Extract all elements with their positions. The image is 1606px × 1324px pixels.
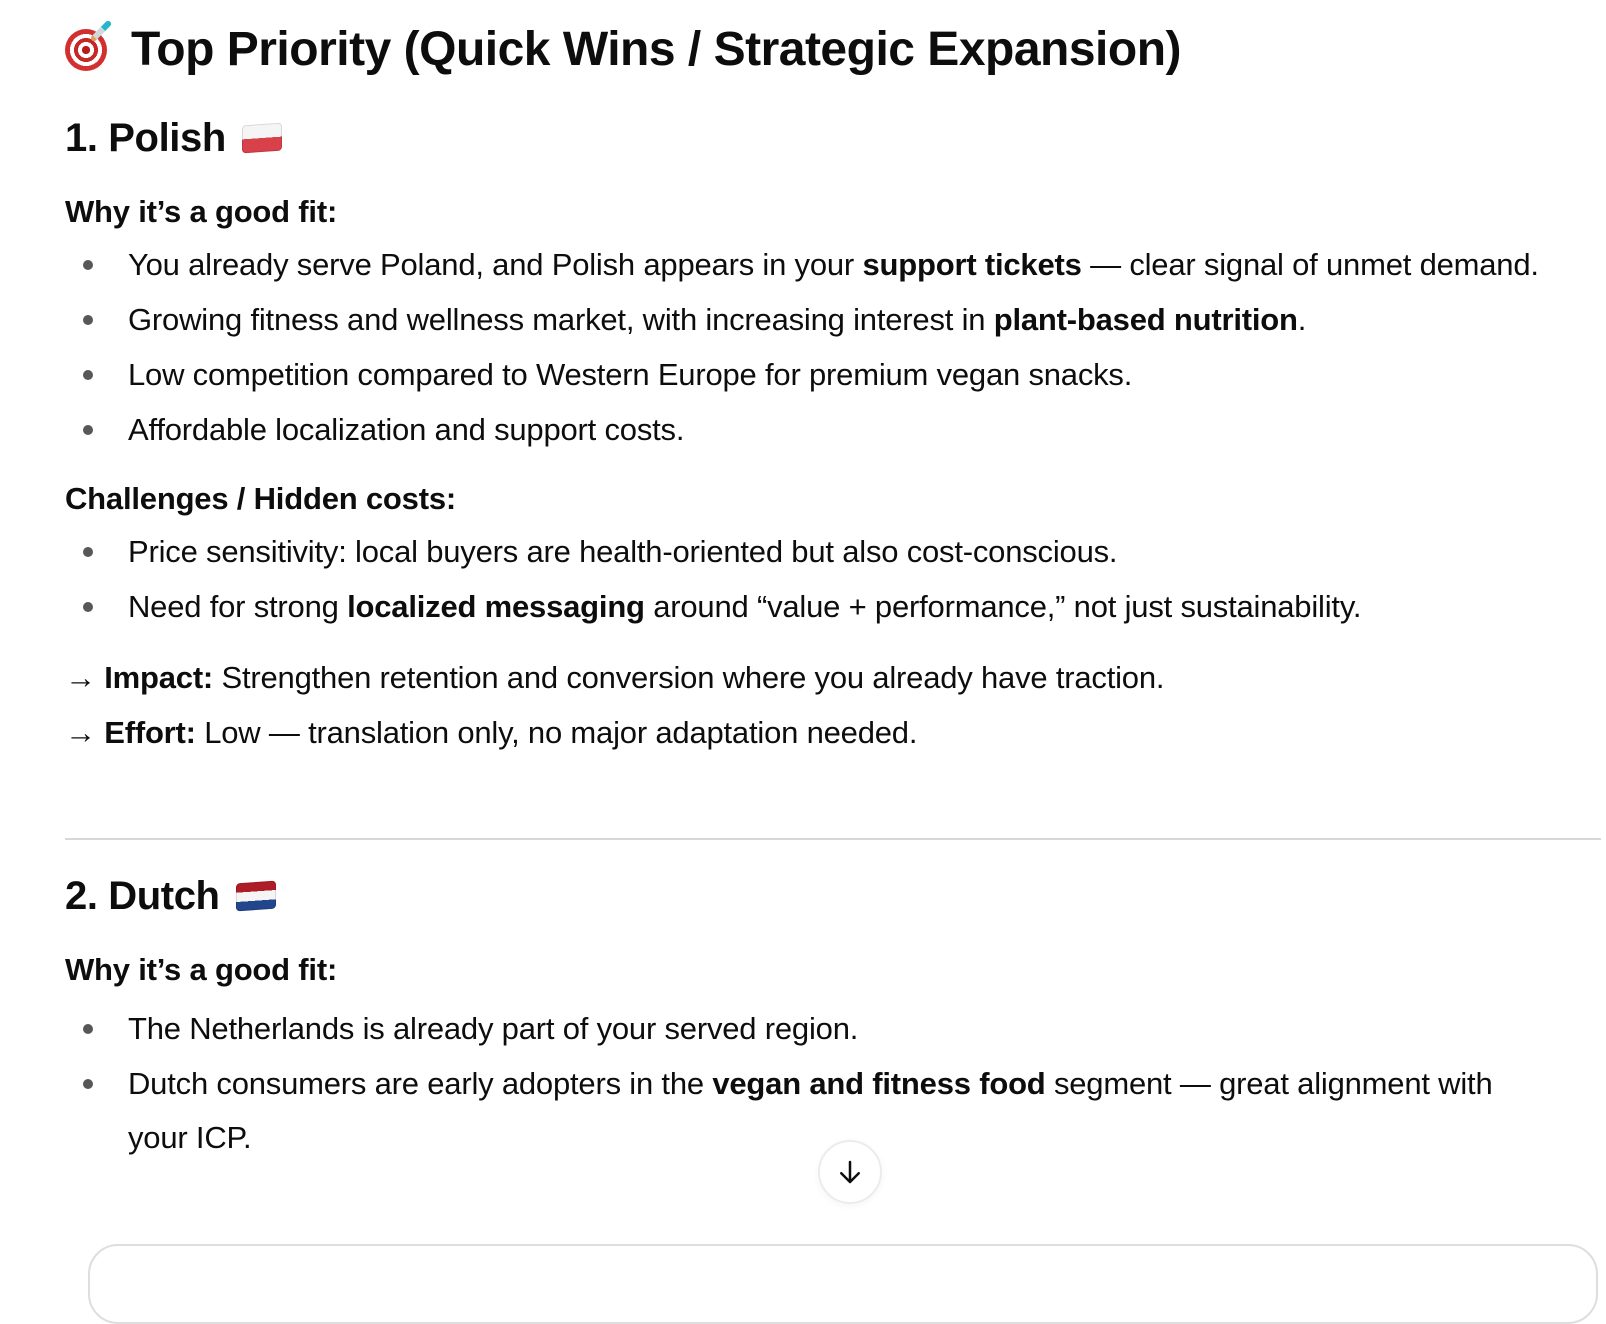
list-item: Low competition compared to Western Europe for premium vegan snacks. <box>128 348 1557 402</box>
why-good-fit-list <box>65 238 1557 457</box>
list-item: You already serve Poland, and Polish appears in your support tickets — clear signal of unmet demand. <box>128 238 1557 292</box>
netherlands-flag-icon <box>236 881 276 912</box>
list-item: Affordable localization and support costs. <box>128 403 1557 457</box>
list-item: Need for strong localized messaging around “value + performance,” not just sustainability. <box>128 580 1557 634</box>
list-item: Dutch consumers are early adopters in the vegan and fitness food segment — great alignment with your ICP. <box>128 1057 1557 1165</box>
why-good-fit-heading: Why it’s a good fit: <box>65 952 338 987</box>
why-good-fit-heading: Why it’s a good fit: <box>65 194 338 229</box>
target-icon <box>65 27 111 73</box>
effort-line: → Effort: Low — translation only, no major adaptation needed. <box>65 715 918 750</box>
section-heading-dutch <box>65 872 1601 920</box>
arrow-glyph: → <box>65 660 105 695</box>
section-heading-text: 1. Polish <box>65 116 226 160</box>
page-title-text: Top Priority (Quick Wins / Strategic Expansion) <box>131 23 1182 76</box>
list-item: The Netherlands is already part of your served region. <box>128 1002 1557 1056</box>
section-divider <box>65 838 1601 840</box>
list-item: Growing fitness and wellness market, with increasing interest in plant-based nutrition. <box>128 293 1557 347</box>
scroll-to-bottom-button[interactable] <box>818 1140 882 1204</box>
arrow-down-icon <box>835 1157 865 1187</box>
poland-flag-icon <box>242 123 282 154</box>
impact-line: → Impact: Strengthen retention and conversion where you already have traction. <box>65 660 1165 695</box>
list-item: Price sensitivity: local buyers are health-oriented but also cost-conscious. <box>128 525 1557 579</box>
challenges-heading: Challenges / Hidden costs: <box>65 481 456 516</box>
page-title <box>65 22 1601 78</box>
prompt-input-box[interactable] <box>88 1244 1598 1324</box>
section-heading-text: 2. Dutch <box>65 874 220 918</box>
why-good-fit-list <box>65 1002 1557 1165</box>
arrow-glyph: → <box>65 715 105 750</box>
challenges-list <box>65 525 1557 634</box>
section-heading-polish <box>65 114 1601 162</box>
